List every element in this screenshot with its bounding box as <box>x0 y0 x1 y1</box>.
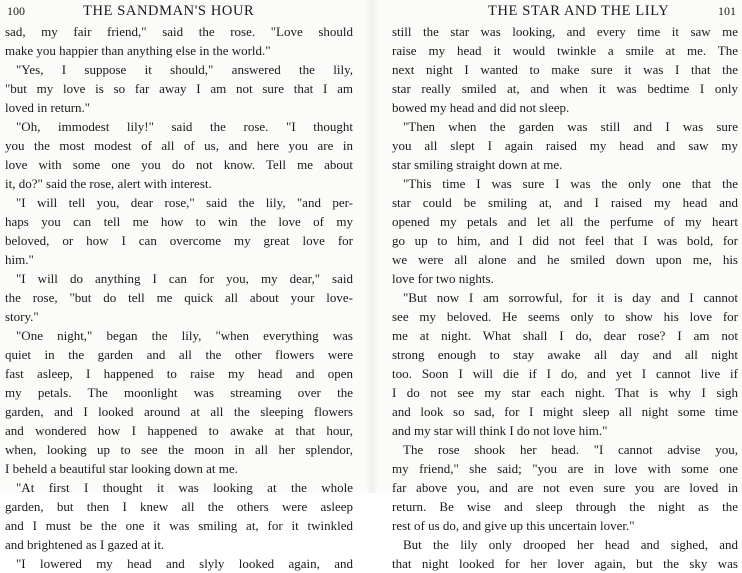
text-line: story." <box>5 309 39 324</box>
text-line: "Oh, immodest lily!" said the rose. "I thought <box>16 119 353 134</box>
text-line: my petals. The moonlight was streaming over the <box>5 385 353 400</box>
right-page-body <box>392 22 738 573</box>
text-line: garden, but then I knew all the others were asleep <box>5 499 353 514</box>
right-page <box>392 0 738 571</box>
text-line: garden, and I looked around at all the sleeping flowers <box>5 404 353 419</box>
text-line: beloved, or how I can overcome my great love for <box>5 233 353 248</box>
text-line: and brightened as I gazed at it. <box>5 537 165 552</box>
text-line: still the star was looking, and every time it saw me <box>392 24 738 39</box>
text-line: you the most modest of all of us, and here you are in <box>5 138 353 153</box>
text-line: "Yes, I suppose it should," answered the lily, <box>16 62 353 77</box>
text-line: return. Be wise and sleep through the night as the <box>392 499 738 514</box>
text-line: strong enough to stay awake all day and all night <box>392 347 738 362</box>
left-page-header <box>5 2 353 20</box>
text-line: "I will tell you, dear rose," said the lily, "and per- <box>16 195 353 210</box>
text-line: opened my petals and let all the perfume of my heart <box>392 214 738 229</box>
right-page-header <box>392 2 738 20</box>
text-line: me at night. What shall I do, dear rose? I am not <box>392 328 738 343</box>
book-gutter <box>366 0 378 493</box>
text-line: "but my love is so far away I am not sure that I am <box>5 81 353 96</box>
text-line: The rose shook her head. "I cannot advise you, <box>403 442 738 457</box>
text-line: see my beloved. He seems only to show his love for <box>392 309 738 324</box>
text-line: we were all alone and he smiled down upon me, his <box>392 252 738 267</box>
left-page <box>5 0 353 571</box>
text-line: it, do?" said the rose, alert with interest. <box>5 176 212 191</box>
text-line: "I will do anything I can for you, my dear," said <box>16 271 353 286</box>
text-line: star really smiled at, and when it was bedtime I only <box>392 81 738 96</box>
text-line: haps you can tell me how to win the love of my <box>5 214 353 229</box>
text-line: and my star will think I do not love him." <box>392 423 608 438</box>
text-line: "Then when the garden was still and I was sure <box>403 119 738 134</box>
text-line: fast asleep, I happened to raise my head and open <box>5 366 353 381</box>
text-line: the rose, "but do tell me quick all about your love- <box>5 290 353 305</box>
text-line: rest of us do, and give up this uncertain lover." <box>392 518 635 533</box>
text-line: loved in return." <box>5 100 91 115</box>
text-line: love for two nights. <box>392 271 494 286</box>
text-line: you all slept I again raised my head and saw my <box>392 138 738 153</box>
right-running-head: THE STAR AND THE LILY <box>488 3 670 19</box>
text-line: raise my head it would twinkle a smile at me. The <box>392 43 738 58</box>
text-line: sad, my fair friend," said the rose. "Love should <box>5 24 353 39</box>
text-line: and I must be the one it was smiling at, for it twinkled <box>5 518 353 533</box>
text-line: "One night," began the lily, "when everything was <box>16 328 353 343</box>
text-line: I do not see my star each night. That is why I sigh <box>392 385 738 400</box>
text-line: and look so sad, for I might sleep all night some time <box>392 404 738 419</box>
right-page-number: 101 <box>718 4 736 18</box>
text-line: star could be smiling at, and I raised my head and <box>392 195 738 210</box>
text-line: go up to him, and I did not feel that I was bold, for <box>392 233 738 248</box>
text-line: next night I wanted to make sure it was I that the <box>392 62 738 77</box>
text-line: "At first I thought it was looking at the whole <box>16 480 353 495</box>
text-line: make you happier than anything else in the world." <box>5 43 271 58</box>
text-line: love with some one you do not know. Tell me about <box>5 157 353 172</box>
left-page-body <box>5 22 353 573</box>
text-line: quiet in the garden and all the other flowers were <box>5 347 353 362</box>
text-line: "I lowered my head and slyly looked again, and <box>16 556 353 571</box>
text-line: too. Soon I will die if I do, and yet I cannot live if <box>392 366 738 381</box>
text-line: bowed my head and did not sleep. <box>392 100 570 115</box>
left-running-head: THE SANDMAN'S HOUR <box>83 3 255 19</box>
text-line: that night looked for her lover again, but the sky was <box>392 556 738 571</box>
text-line: "But now I am sorrowful, for it is day and I cannot <box>403 290 738 305</box>
text-line: and wondered how I happened to awake at that hour, <box>5 423 353 438</box>
text-line: "This time I was sure I was the only one that the <box>403 176 738 191</box>
text-line: when, looking up to see the moon in all her splendor, <box>5 442 353 457</box>
text-line: I beheld a beautiful star looking down at me. <box>5 461 238 476</box>
text-line: far above you, and are not even sure you are loved in <box>392 480 738 495</box>
text-line: But the lily only drooped her head and sighed, and <box>403 537 738 552</box>
left-page-number: 100 <box>7 4 25 18</box>
text-line: star smiling straight down at me. <box>392 157 563 172</box>
text-line: him." <box>5 252 34 267</box>
text-line: my friend," she said; "you are in love with some one <box>392 461 738 476</box>
